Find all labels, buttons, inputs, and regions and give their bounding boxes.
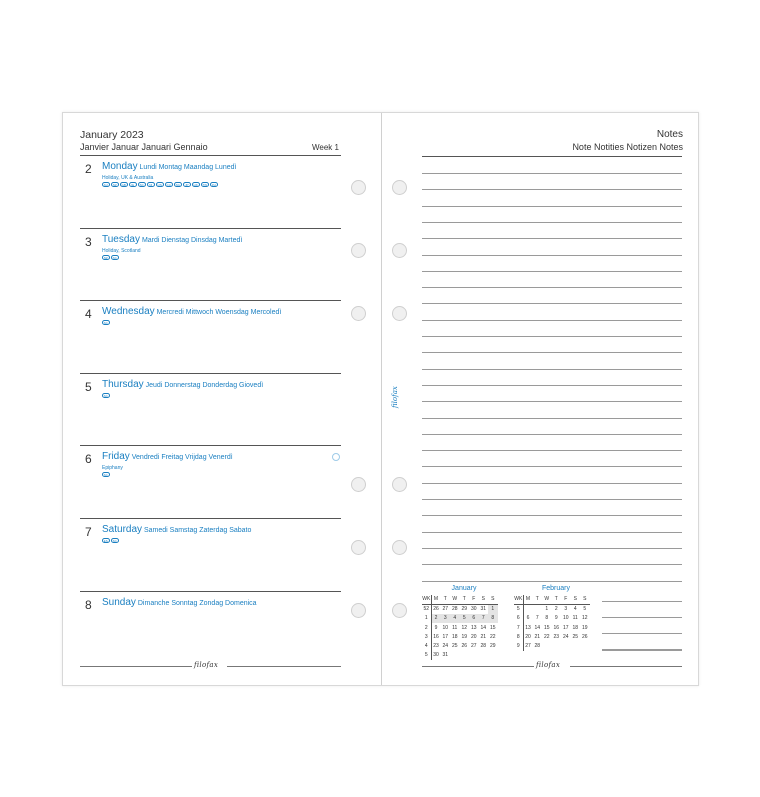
calendar-day-cell: 20 <box>525 633 531 640</box>
ring-hole <box>351 540 366 555</box>
ring-hole <box>392 603 407 618</box>
calendar-day-cell: 30 <box>433 652 439 659</box>
calendar-day-cell: 27 <box>442 606 449 613</box>
calendar-header-cell: T <box>552 595 562 604</box>
calendar-day-cell: 7 <box>479 614 489 623</box>
country-badge: JP <box>184 183 189 187</box>
calendar-header-cell: T <box>441 595 451 604</box>
calendar-day-cell: 24 <box>442 643 449 650</box>
holiday-label: Epiphany <box>102 465 123 472</box>
holiday-label: Holiday, Scotland <box>102 247 141 254</box>
calendar-day-cell: 11 <box>572 615 578 622</box>
week-number-cell: 52 <box>423 606 430 613</box>
day-number: 3 <box>85 234 92 249</box>
day-name-translations: Jeudi Donnerstag Donderdag Giovedì <box>145 381 264 389</box>
week-number-cell: 9 <box>514 641 523 650</box>
calendar-day-cell <box>450 651 460 660</box>
calendar-day-cell: 15 <box>543 624 550 631</box>
calendar-day-cell: 29 <box>461 606 468 613</box>
country-badges <box>102 320 110 325</box>
country-badges <box>102 472 110 477</box>
calendar-grid <box>422 595 498 660</box>
country-badges <box>102 182 218 187</box>
day-name: Monday <box>102 161 138 172</box>
note-line[interactable] <box>422 336 682 337</box>
note-line[interactable] <box>422 515 682 516</box>
week-number-cell: 6 <box>514 614 523 623</box>
day-block[interactable] <box>80 374 341 447</box>
day-number: 8 <box>85 597 92 612</box>
note-line[interactable] <box>422 401 682 402</box>
note-line[interactable] <box>602 649 682 650</box>
calendar-day-cell: 31 <box>442 652 449 659</box>
calendar-day-cell <box>542 641 552 650</box>
calendar-day-cell: 21 <box>534 633 541 640</box>
ring-hole <box>351 243 366 258</box>
day-name-translations: Mercredi Mittwoch Woensdag Mercoledì <box>156 309 282 317</box>
day-number: 7 <box>85 525 92 539</box>
note-line[interactable] <box>422 238 682 239</box>
calendar-header-cell: S <box>479 595 489 604</box>
calendar-day-cell: 17 <box>442 633 449 640</box>
notes-title: Notes <box>656 129 683 140</box>
calendar-header-cell: M <box>523 595 533 604</box>
calendar-day-cell: 25 <box>451 643 458 650</box>
week-number-cell: 4 <box>422 641 431 650</box>
calendar-header-cell: W <box>450 595 460 604</box>
ring-hole <box>392 180 407 195</box>
calendar-day-cell: 19 <box>581 624 588 631</box>
country-badge: AU <box>103 183 108 187</box>
note-line[interactable] <box>422 548 682 549</box>
calendar-day-cell: 21 <box>480 633 487 640</box>
calendar-day-cell: 6 <box>469 614 479 623</box>
calendar-header-cell: F <box>469 595 479 604</box>
calendar-day-cell: 14 <box>534 624 541 631</box>
page-subtitle: Janvier Januar Januari Gennaio <box>80 142 208 152</box>
calendar-day-cell <box>561 641 571 650</box>
calendar-day-cell: 28 <box>534 643 541 650</box>
note-line[interactable] <box>422 320 682 321</box>
calendar-header-cell: W <box>542 595 552 604</box>
calendar-day-cell <box>580 641 590 650</box>
calendar-day-cell: 16 <box>553 624 560 631</box>
calendar-day-cell: 27 <box>470 643 477 650</box>
calendar-day-cell: 31 <box>480 606 487 613</box>
note-line[interactable] <box>422 173 682 174</box>
ring-hole <box>392 243 407 258</box>
calendar-day-cell: 15 <box>489 624 496 631</box>
calendar-month: February <box>541 585 570 592</box>
country-badge: SC <box>112 539 117 543</box>
calendar-day-cell: 28 <box>451 606 458 613</box>
calendar-day-cell: 27 <box>525 643 531 650</box>
header-rule <box>422 156 682 157</box>
calendar-day-cell: 13 <box>525 624 531 631</box>
brand-logo-vertical: filofax <box>391 386 399 408</box>
calendar-day-cell: 8 <box>488 614 498 623</box>
country-badge: ES <box>103 539 108 543</box>
calendar-day-cell: 8 <box>545 615 549 622</box>
notes-subtitle: Note Notities Notizen Notes <box>572 142 683 152</box>
day-name: Friday <box>102 451 130 463</box>
calendar-day-cell: 26 <box>433 606 439 613</box>
country-badge: SC <box>139 183 144 187</box>
country-badge: HK <box>193 183 198 187</box>
note-line[interactable] <box>422 450 682 451</box>
calendar-day-cell: 1 <box>545 606 549 613</box>
day-name-translations: Dimanche Sonntag Zondag Domenica <box>137 599 257 607</box>
calendar-day-cell: 20 <box>470 633 477 640</box>
calendar-day-cell: 23 <box>553 633 560 640</box>
calendar-day-cell <box>488 651 498 660</box>
brand-logo: filofax <box>536 661 561 669</box>
note-line[interactable] <box>422 385 682 386</box>
note-line[interactable] <box>602 650 682 651</box>
day-name-translations: Samedi Samstag Zaterdag Sabato <box>143 527 252 534</box>
ring-hole <box>351 477 366 492</box>
day-name-translations: Vendredi Freitag Vrijdag Venerdì <box>131 454 233 462</box>
footer-rule <box>570 666 682 667</box>
calendar-day-cell: 14 <box>480 624 487 631</box>
day-names <box>102 234 242 245</box>
calendar-day-cell: 11 <box>452 624 458 631</box>
country-badge: US <box>157 183 162 187</box>
calendar-header-cell: S <box>571 595 581 604</box>
day-names <box>102 597 257 608</box>
calendar-day-cell: 24 <box>562 633 569 640</box>
calendar-header-cell: T <box>460 595 470 604</box>
country-badge: TW <box>202 183 208 187</box>
day-block[interactable] <box>80 592 341 665</box>
note-line[interactable] <box>422 499 682 500</box>
day-name: Tuesday <box>102 233 140 245</box>
planner-spread <box>62 112 699 686</box>
calendar-day-cell <box>533 604 543 613</box>
week-number-cell: 1 <box>422 614 431 623</box>
calendar-header-cell: WK <box>422 596 431 603</box>
calendar-day-cell <box>523 604 533 613</box>
ring-hole <box>351 180 366 195</box>
page-title: January 2023 <box>80 129 144 141</box>
calendar-day-cell: 12 <box>581 615 588 622</box>
day-number: 4 <box>85 307 92 322</box>
day-number: 6 <box>85 452 92 467</box>
country-badge: NI <box>147 182 155 187</box>
calendar-day-cell: 12 <box>461 624 468 631</box>
day-block[interactable] <box>80 229 341 302</box>
country-badge: SG <box>175 183 180 187</box>
day-names <box>102 161 236 172</box>
country-badge: ZH <box>211 183 216 187</box>
week-number-cell: 2 <box>422 623 431 632</box>
calendar-day-cell: 26 <box>461 643 468 650</box>
calendar-day-cell <box>552 641 562 650</box>
note-line[interactable] <box>422 189 682 190</box>
note-line[interactable] <box>602 601 682 602</box>
country-badge: SC <box>103 321 108 326</box>
note-line[interactable] <box>422 466 682 467</box>
calendar-day-cell: 5 <box>460 614 470 623</box>
day-name: Wednesday <box>102 306 155 318</box>
day-name: Saturday <box>102 524 143 535</box>
calendar-day-cell: 2 <box>431 614 441 623</box>
calendar-day-cell <box>460 651 470 660</box>
country-badge: SC <box>112 255 117 260</box>
day-names <box>102 524 251 535</box>
calendar-day-cell: 1 <box>488 604 498 613</box>
note-line[interactable] <box>422 303 682 304</box>
calendar-header-cell: S <box>488 595 498 604</box>
notes-page <box>382 113 700 685</box>
country-badges <box>102 538 119 543</box>
ring-hole <box>392 540 407 555</box>
week-number-cell: 3 <box>422 632 431 641</box>
country-badge: GB <box>121 183 126 187</box>
calendar-day-cell: 22 <box>543 633 550 640</box>
calendar-header-cell: M <box>431 595 441 604</box>
day-name-translations: Mardi Dienstag Dinsdag Martedì <box>141 236 243 244</box>
ring-hole <box>392 477 407 492</box>
calendar-day-cell: 5 <box>583 606 587 613</box>
note-line[interactable] <box>422 287 682 288</box>
day-block[interactable] <box>80 519 341 592</box>
calendar-day-cell <box>571 641 581 650</box>
ring-hole <box>351 306 366 321</box>
calendar-day-cell: 3 <box>564 606 568 613</box>
calendar-header-cell: T <box>533 595 543 604</box>
calendar-day-cell: 13 <box>470 624 477 631</box>
punch-mark <box>332 453 340 461</box>
note-line[interactable] <box>422 271 682 272</box>
calendar-day-cell: 7 <box>535 615 539 622</box>
week-number-cell: 7 <box>514 623 523 632</box>
calendar-header-cell: WK <box>514 596 523 603</box>
note-line[interactable] <box>422 483 682 484</box>
calendar-day-cell: 16 <box>433 633 439 640</box>
note-line[interactable] <box>422 352 682 353</box>
ring-hole <box>392 306 407 321</box>
calendar-day-cell: 2 <box>554 606 558 613</box>
calendar-header-cell: F <box>561 595 571 604</box>
day-name: Sunday <box>102 596 136 608</box>
calendar-day-cell: 4 <box>450 614 460 623</box>
day-block[interactable] <box>80 156 341 229</box>
country-badge: SC <box>103 393 108 398</box>
calendar-day-cell: 26 <box>581 633 588 640</box>
footer-rule <box>422 666 534 667</box>
calendar-day-cell: 9 <box>434 624 438 631</box>
calendar-day-cell: 19 <box>461 633 468 640</box>
day-names <box>102 379 263 390</box>
calendar-day-cell: 9 <box>554 615 558 622</box>
note-line[interactable] <box>422 206 682 207</box>
footer-rule <box>227 666 341 667</box>
country-badge: IE <box>129 182 137 187</box>
day-number: 2 <box>85 162 92 176</box>
day-block[interactable] <box>80 301 341 374</box>
day-number: 5 <box>85 379 92 394</box>
week-number-cell: 5 <box>514 604 523 613</box>
calendar-day-cell: 28 <box>480 643 487 650</box>
calendar-day-cell: 10 <box>562 615 569 622</box>
brand-logo: filofax <box>194 661 219 669</box>
week-number-cell: 8 <box>514 632 523 641</box>
week-page <box>63 113 381 685</box>
calendar-day-cell: 23 <box>433 643 439 650</box>
calendar-header-cell: S <box>580 595 590 604</box>
note-line[interactable] <box>422 532 682 533</box>
calendar-day-cell: 30 <box>470 606 477 613</box>
note-line[interactable] <box>602 617 682 618</box>
country-badge: NZ <box>112 183 117 187</box>
country-badge: CA <box>166 183 171 187</box>
calendar-month: January <box>451 585 477 592</box>
calendar-grid <box>514 595 590 651</box>
country-badges <box>102 255 119 260</box>
day-names <box>102 451 233 462</box>
calendar-day-cell: 17 <box>562 624 569 631</box>
day-names <box>102 306 281 317</box>
note-line[interactable] <box>422 369 682 370</box>
calendar-day-cell: 18 <box>572 624 579 631</box>
note-line[interactable] <box>422 222 682 223</box>
calendar-day-cell <box>469 651 479 660</box>
country-badge: SC <box>103 473 108 478</box>
holiday-label: Holiday, UK & Australia <box>102 175 154 181</box>
country-badge: NZ <box>103 255 108 260</box>
footer-rule <box>80 666 192 667</box>
calendar-day-cell: 18 <box>451 633 458 640</box>
calendar-day-cell: 4 <box>573 606 577 613</box>
calendar-day-cell <box>479 651 489 660</box>
calendar-day-cell: 29 <box>489 643 496 650</box>
week-label: Week 1 <box>312 143 339 152</box>
note-line[interactable] <box>602 633 682 634</box>
note-line[interactable] <box>422 581 682 582</box>
note-line[interactable] <box>422 434 682 435</box>
calendar-day-cell: 25 <box>572 633 579 640</box>
note-line[interactable] <box>422 564 682 565</box>
note-line[interactable] <box>422 255 682 256</box>
day-name: Thursday <box>102 378 144 390</box>
calendar-day-cell: 6 <box>526 615 530 622</box>
calendar-day-cell: 10 <box>442 624 449 631</box>
day-block[interactable] <box>80 446 341 519</box>
calendar-day-cell: 3 <box>441 614 451 623</box>
week-number-cell: 5 <box>422 651 431 660</box>
note-line[interactable] <box>422 418 682 419</box>
day-name-translations: Lundi Montag Maandag Lunedì <box>139 164 237 171</box>
country-badges <box>102 393 110 398</box>
ring-hole <box>351 603 366 618</box>
calendar-day-cell: 22 <box>489 633 496 640</box>
